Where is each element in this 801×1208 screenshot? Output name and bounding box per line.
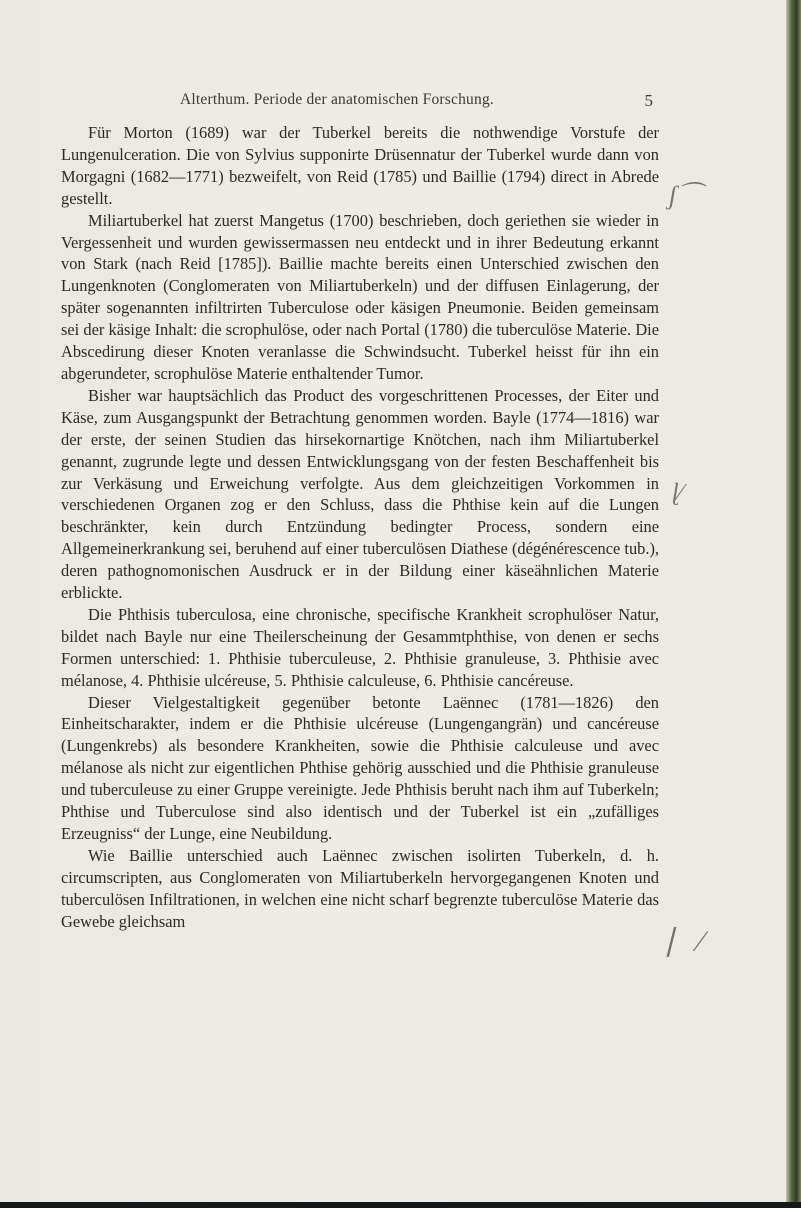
paragraph: Wie Baillie unterschied auch Laënnec zwischen isolirten Tuberkeln, d. h. circumscripten, aus Conglomeraten von Miliartuberkeln hervorgegangenen Knoten und tuberculösen Infiltrationen, in welchen eine nicht scharf begrenzte tuberculöse Materie das Gewebe gleichsam <box>61 845 659 931</box>
running-header <box>120 91 653 113</box>
scan-bottom-border <box>0 1202 801 1208</box>
paragraph: Für Morton (1689) war der Tuberkel bereits die nothwendige Vorstufe der Lungenulceration. Die von Sylvius supponirte Drüsennatur der Tuberkel wurde dann von Morgagni (1682—1771) bezweifelt, von Reid (1785) und Baillie (1794) direct in Abrede gestellt. <box>61 123 659 208</box>
paragraph: Die Phthisis tuberculosa, eine chronische, specifische Krankheit scrophulöser Natur, bildet nach Bayle nur eine Theilerscheinung der Gesammtphthise, von denen er sechs Formen unterschied: 1. Phthisie tuberculeuse, 2. Phthisie granuleuse, 3. Phthisie avec mélanose, 4. Phthisie ulcéreuse, 5. Phthisie calculeuse, 6. Phthisie cancéreuse. <box>61 604 659 690</box>
margin-pencil-mark: ʃ⌒ <box>669 181 703 210</box>
page-number: 5 <box>644 91 653 110</box>
body-text <box>61 122 659 933</box>
page-edge-binding <box>786 0 801 1208</box>
paragraph: Miliartuberkel hat zuerst Mangetus (1700) beschrieben, doch geriethen sie wieder in Vergessenheit und wurden gewissermassen neu entdeckt und in ihrer Bedeutung erkannt von Stark (nach Reid [1785]). Baillie machte bereits einen Unterschied zwischen den Lungenknoten (Conglomeraten von Miliartuberkeln) und der diffusen Einlagerung, der später sogenannten infiltrirten Tuberculose oder käsigen Pneumonie. Beiden gemeinsam sei der käsige Inhalt: die scrophulöse, oder nach Portal (1780) die tuberculöse Materie. Die Abscedirung dieser Knoten veranlasse die Schwindsucht. Tuberkel heisst für ihn ein abgerundeter, scrophulöse Materie enthaltender Tumor. <box>61 210 659 383</box>
margin-pencil-mark: ɭ⁄ <box>672 480 683 506</box>
paragraph: Dieser Vielgestaltigkeit gegenüber betonte Laënnec (1781—1826) den Einheitscharakter, indem er die Phthisie ulcéreuse (Lungengangrän) und cancéreuse (Lungenkrebs) als besondere Krankheiten, sowie die Phthisie calculeuse und avec mélanose als nicht zur eigentlichen Phthise gehörig ausschied und die Phthisie granuleuse und tuberculeuse zu einer Gruppe vereinigte. Jede Phthisis beruht nach ihm auf Tuberkeln; Phthise und Tuberculose sind also identisch und der Tuberkel ist ein „zufälliges Erzeugniss“ der Lunge, eine Neubildung. <box>61 692 659 843</box>
margin-pencil-mark: ⎸⁄ <box>668 925 704 958</box>
paragraph: Bisher war hauptsächlich das Product des vorgeschrittenen Processes, der Eiter und Käse, zum Ausgangspunkt der Betrachtung genommen worden. Bayle (1774—1816) war der erste, der seinen Studien das hirsekornartige Knötchen, nach ihm Miliartuberkel genannt, zugrunde legte und dessen Entwicklungsgang von der festen Beschaffenheit bis zur Verkäsung und Erweichung verfolgte. Aus dem gleichzeitigen Vorkommen in verschiedenen Organen zog er den Schluss, dass die Phthise kein auf die Lungen beschränkter, kein durch Entzündung bedingter Process, sondern eine Allgemeinerkrankung sei, beruhend auf einer tuberculösen Diathese (dégénérescence tub.), deren pathognomonischen Ausdruck er in der Bildung einer käseähnlichen Materie erblickte. <box>61 385 659 603</box>
running-title: Alterthum. Periode der anatomischen Forschung. <box>180 91 494 108</box>
